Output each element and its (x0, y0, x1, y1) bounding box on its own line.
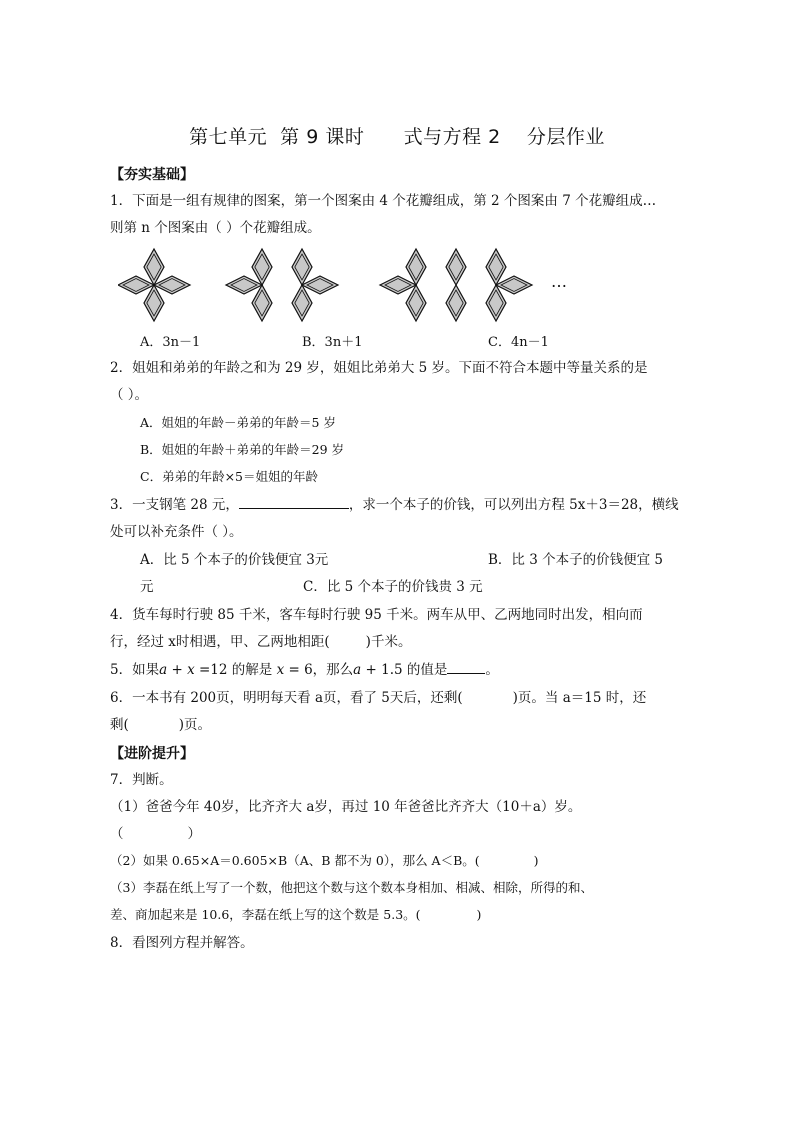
petal-up (446, 249, 466, 285)
q1-pattern-svg (118, 243, 588, 328)
q1-option-c[interactable]: C．4n－1 (488, 335, 549, 350)
q7-statement-2: （2）如果 0.65×A＝0.605×B（A、B 都不为 0），那么 A＜B。( ) (110, 853, 539, 868)
q7-statement-3-line2: 差、商加起来是 10.6，李磊在纸上写的这个数是 5.3。( ) (110, 907, 482, 922)
q5-answer-blank[interactable] (447, 673, 485, 674)
q6-line1: 6．一本书有 200页，明明每天看 a页，看了 5天后，还剩( )页。当 a＝15 时，还 (110, 690, 647, 706)
section-advanced: 【进阶提升】 (110, 746, 194, 762)
q3-line1: 3．一支钢笔 28 元， ，求一个本子的价钱，可以列出方程 5x＋3＝28，横线 (110, 497, 679, 513)
q7-statement-1: （1）爸爸今年 40岁，比齐齐大 a岁，再过 10 年爸爸比齐齐大（10＋a）岁。 (110, 799, 582, 815)
petal-right (496, 276, 532, 294)
q2-option-a[interactable]: A．姐姐的年龄－弟弟的年龄＝5 岁 (140, 415, 336, 430)
petal-up (486, 249, 506, 285)
q7-head: 7．判断。 (110, 772, 173, 788)
petal-left (380, 276, 416, 294)
q1-option-b[interactable]: B．3n＋1 (302, 335, 363, 350)
q5-line: 5．如果a + x =12 的解是 x = 6，那么a + 1.5 的值是 。 (110, 662, 499, 678)
q2-option-c[interactable]: C．弟弟的年龄×5＝姐姐的年龄 (140, 469, 318, 484)
q3-answer-blank[interactable] (239, 508, 349, 509)
petal-up (144, 249, 164, 285)
q4-line2: 行，经过 x时相遇，甲、乙两地相距( )千米。 (110, 634, 412, 650)
q3-option-c[interactable]: C．比 5 个本子的价钱贵 3 元 (303, 579, 483, 595)
q1-line2: 则第 n 个图案由（ ）个花瓣组成。 (110, 220, 321, 236)
petal-down (486, 285, 506, 321)
petal-up (292, 249, 312, 285)
petal-right (154, 276, 190, 294)
petal-up (406, 249, 426, 285)
q4-line1: 4．货车每时行驶 85 千米，客车每时行驶 95 千米。两车从甲、乙两地同时出发，相向而 (110, 607, 643, 623)
petal-right (302, 276, 338, 294)
petal-down (446, 285, 466, 321)
petal-down (292, 285, 312, 321)
q1-pattern-figures (118, 243, 588, 328)
title-unit-lesson: 第七单元 第 9 课时 (189, 126, 365, 148)
q1-option-a[interactable]: A．3n－1 (140, 335, 201, 350)
q3-option-b[interactable]: B．比 3 个本子的价钱便宜 5 (488, 552, 663, 568)
section-basic: 【夯实基础】 (110, 167, 194, 183)
petal-up (252, 249, 272, 285)
q8-head: 8．看图列方程并解答。 (110, 935, 254, 951)
q1-ellipsis: … (551, 272, 569, 291)
q3-option-a[interactable]: A．比 5 个本子的价钱便宜 3元 (140, 552, 329, 568)
petal-left (226, 276, 262, 294)
q6-line2: 剩( )页。 (110, 717, 212, 733)
petal-down (252, 285, 272, 321)
petal-down (406, 285, 426, 321)
petal-left (118, 276, 154, 294)
page-title (0, 122, 794, 149)
q2-option-b[interactable]: B．姐姐的年龄＋弟弟的年龄＝29 岁 (140, 442, 345, 457)
q7-statement-3-line1: （3）李磊在纸上写了一个数，他把这个数与这个数本身相加、相减、相除，所得的和、 (110, 880, 593, 895)
q7-statement-1-judge: （ ） (110, 826, 201, 842)
q3-option-b-continued: 元 (140, 579, 154, 595)
title-topic: 式与方程 2 (403, 126, 501, 148)
q2-line2: （ ）。 (110, 387, 149, 403)
title-homework: 分层作业 (526, 126, 605, 148)
q3-line2: 处可以补充条件（ ）。 (110, 524, 243, 540)
q2-line1: 2．姐姐和弟弟的年龄之和为 29 岁，姐姐比弟弟大 5 岁。下面不符合本题中等量关系的是 (110, 360, 648, 376)
petal-down (144, 285, 164, 321)
q1-line1: 1．下面是一组有规律的图案，第一个图案由 4 个花瓣组成，第 2 个图案由 7 个花瓣组成… (110, 193, 657, 209)
